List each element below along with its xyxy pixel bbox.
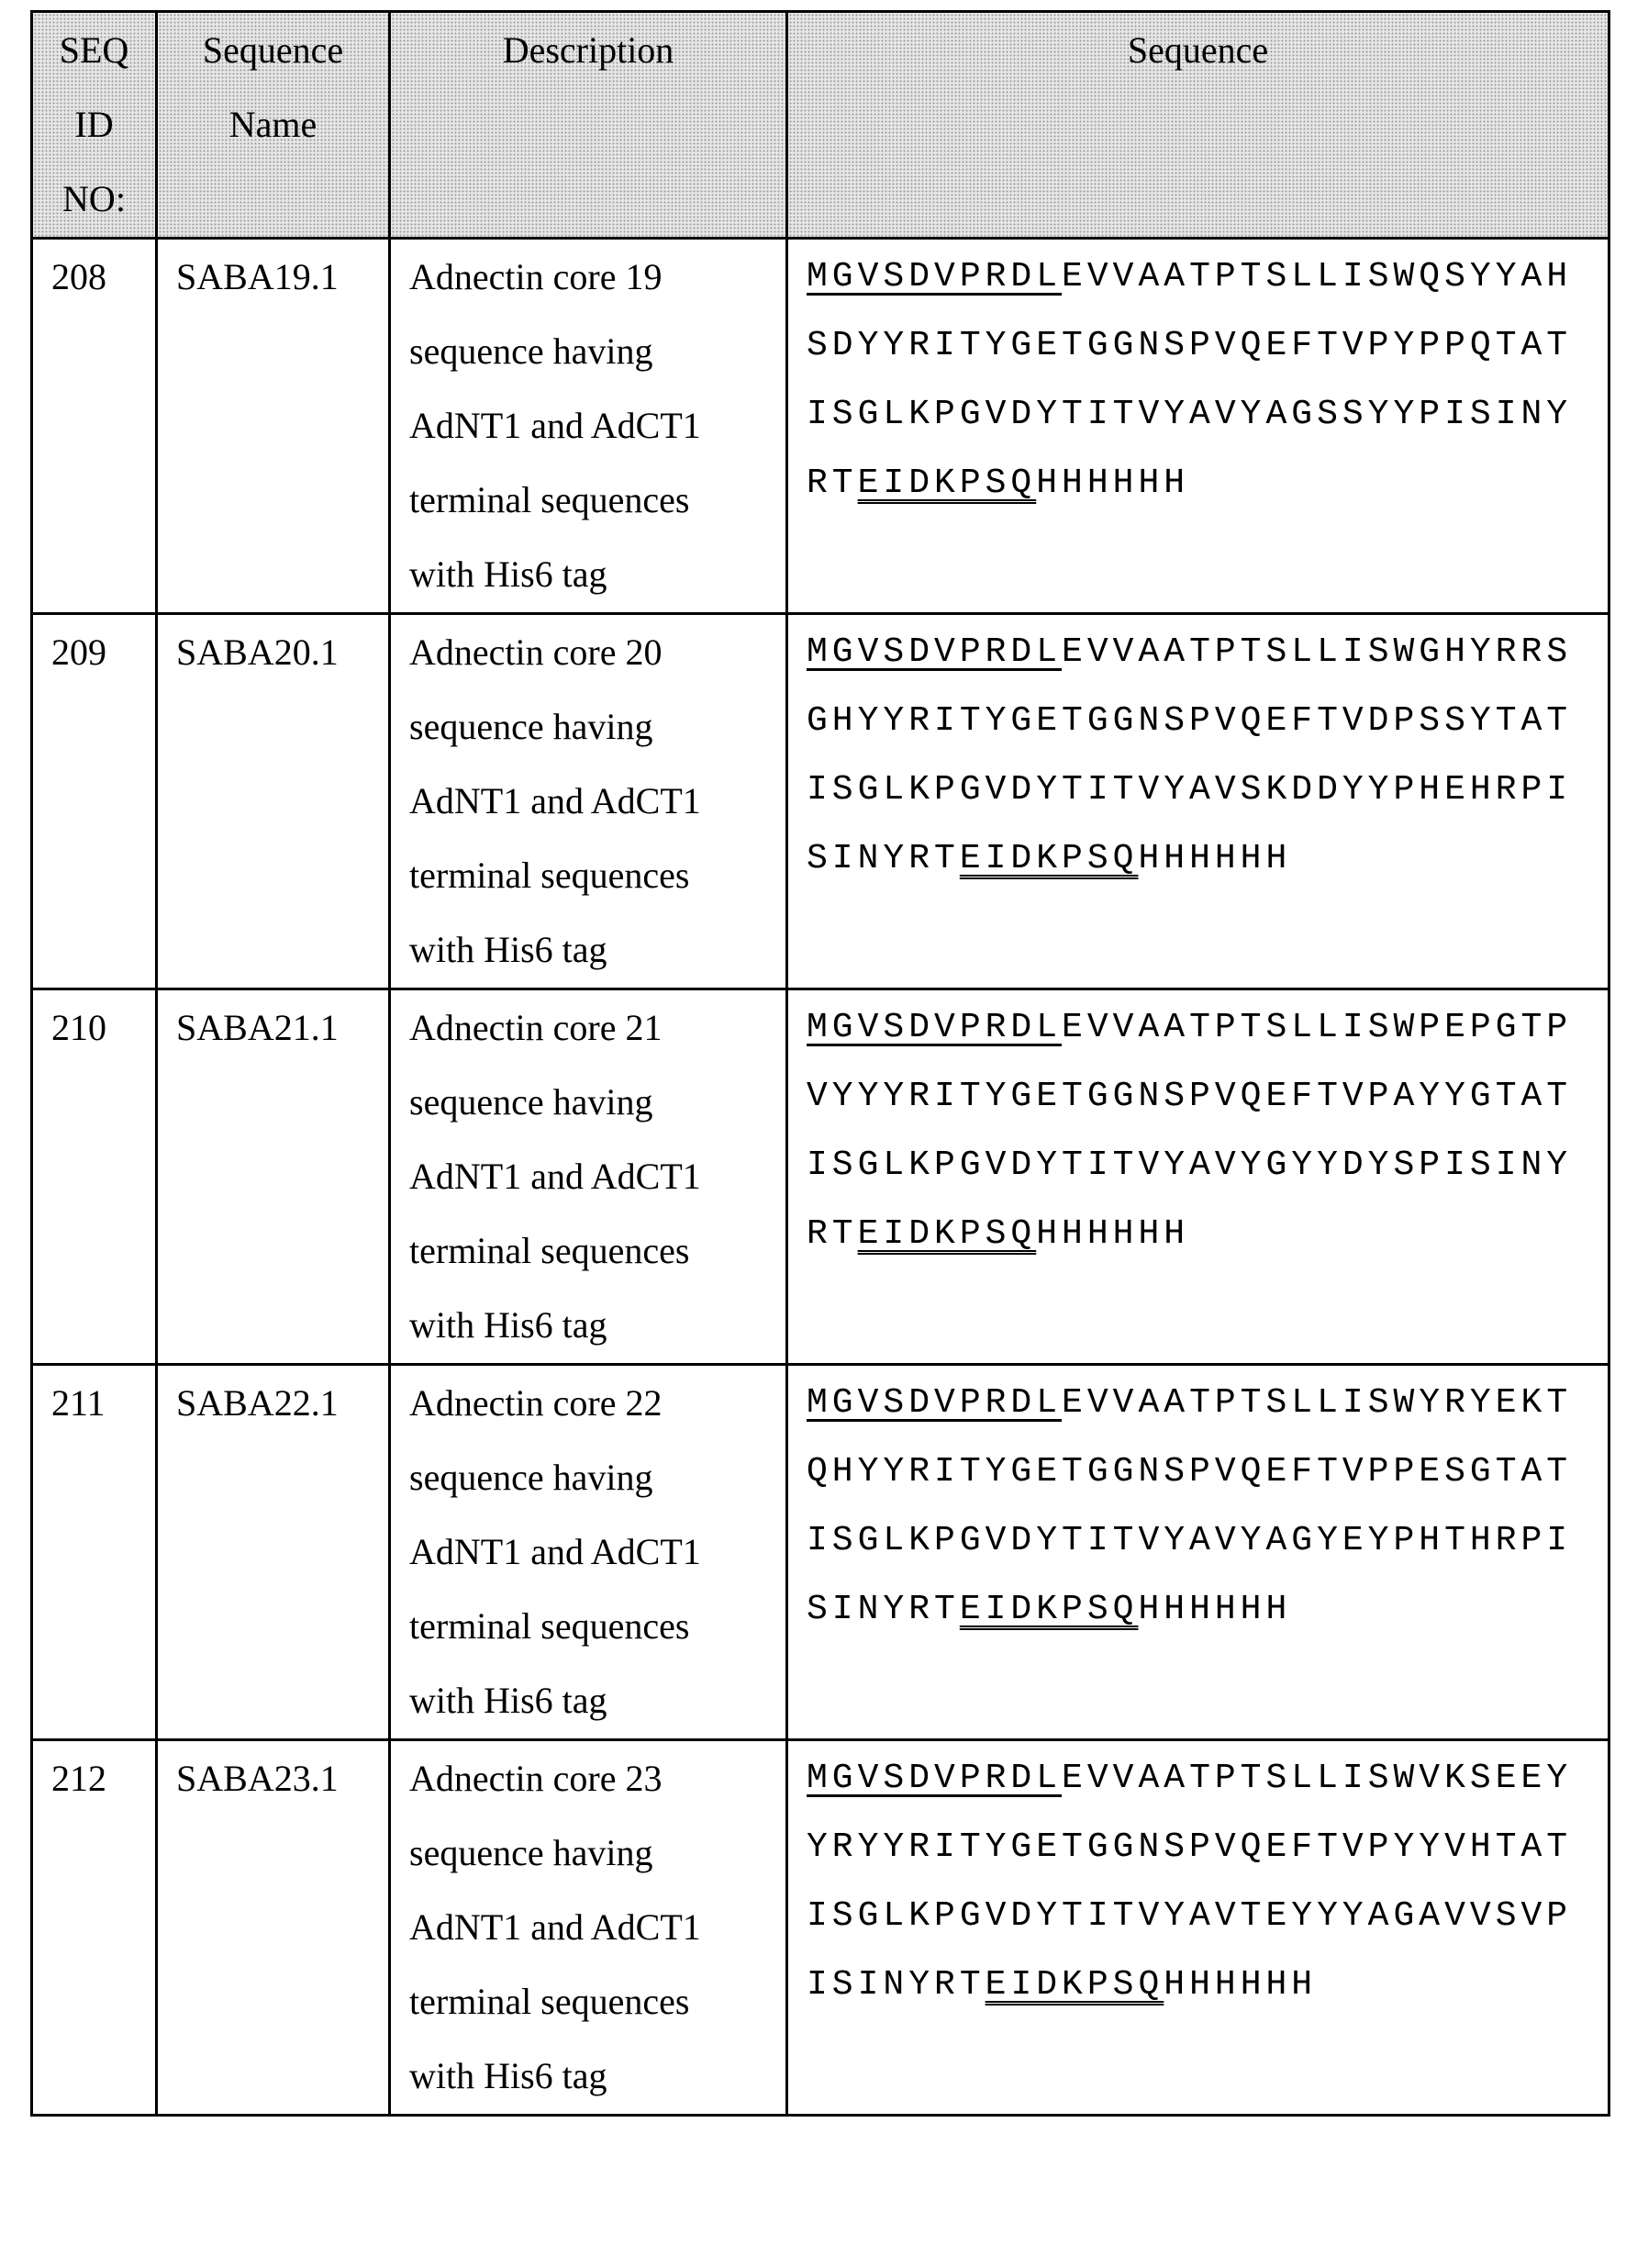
sequence-segment: QHYYRITYGETGGNSPVQEFTVPPESGTAT	[807, 1452, 1572, 1492]
sequence-cell	[787, 989, 1609, 1365]
sequence-segment: HHHHHH	[1164, 1965, 1317, 2005]
seq-id: 212	[51, 1758, 106, 1799]
n-terminal-segment: MGVSDVPRDL	[807, 1759, 1062, 1798]
sequence-name: SABA19.1	[176, 256, 339, 297]
sequence-segment: EVVAATPTSLLISWYRYEKT	[1062, 1383, 1572, 1423]
description-cell	[390, 989, 787, 1365]
description-line: terminal sequences	[409, 1213, 785, 1288]
sequence-line	[807, 1813, 1608, 1882]
sequence-line	[807, 242, 1608, 311]
seq-id-cell	[32, 989, 157, 1365]
description-cell	[390, 1365, 787, 1740]
sequence-line	[807, 687, 1608, 755]
description-line: sequence having	[409, 689, 785, 764]
sequence-segment: ISGLKPGVDYTITVYAVTEYYYAGAVVSVP	[807, 1896, 1572, 1936]
sequence-line	[807, 1200, 1608, 1268]
seq-id-cell	[32, 1740, 157, 2116]
description-cell	[390, 1740, 787, 2116]
description-line: AdNT1 and AdCT1	[409, 1514, 785, 1589]
sequence-segment: VYYYRITYGETGGNSPVQEFTVPAYYGTAT	[807, 1077, 1572, 1116]
n-terminal-segment: MGVSDVPRDL	[807, 257, 1062, 296]
sequence-line	[807, 380, 1608, 449]
sequence-line	[807, 618, 1608, 687]
table-row	[32, 614, 1609, 989]
sequence-name-cell	[157, 239, 390, 614]
seq-id: 209	[51, 631, 106, 673]
sequence-line	[807, 1506, 1608, 1575]
seq-id-cell	[32, 239, 157, 614]
sequence-segment: SINYRT	[807, 1590, 960, 1629]
sequence-cell	[787, 1740, 1609, 2116]
sequence-segment: EVVAATPTSLLISWQSYYAH	[1062, 257, 1572, 296]
description-line: Adnectin core 22	[409, 1366, 785, 1440]
sequence-name: SABA21.1	[176, 1007, 339, 1048]
description-cell	[390, 239, 787, 614]
sequence-name-cell	[157, 614, 390, 989]
description-line: with His6 tag	[409, 1663, 785, 1737]
sequence-line	[807, 1437, 1608, 1506]
sequence-segment: HHHHHH	[1036, 464, 1189, 503]
description-line: Adnectin core 20	[409, 615, 785, 689]
sequence-segment: YRYYRITYGETGGNSPVQEFTVPYYVHTAT	[807, 1827, 1572, 1867]
table-row	[32, 989, 1609, 1365]
description-line: terminal sequences	[409, 463, 785, 537]
description-line: AdNT1 and AdCT1	[409, 1139, 785, 1213]
c-terminal-segment: EIDKPSQ	[858, 1214, 1037, 1254]
sequence-segment: HHHHHH	[1036, 1214, 1189, 1254]
seq-id: 211	[51, 1382, 106, 1424]
sequence-cell	[787, 1365, 1609, 1740]
description-line: sequence having	[409, 1065, 785, 1139]
description-line: sequence having	[409, 1816, 785, 1890]
sequence-segment: EVVAATPTSLLISWVKSEEY	[1062, 1759, 1572, 1798]
sequence-segment: EVVAATPTSLLISWPEPGTP	[1062, 1008, 1572, 1047]
table-body	[32, 239, 1609, 2116]
seq-id: 208	[51, 256, 106, 297]
sequence-segment: ISGLKPGVDYTITVYAVYGYYDYSPISINY	[807, 1145, 1572, 1185]
sequence-line	[807, 1575, 1608, 1644]
sequence-name-cell	[157, 989, 390, 1365]
table-row	[32, 1740, 1609, 2116]
header-seq-id	[32, 12, 157, 239]
description-line: Adnectin core 21	[409, 990, 785, 1065]
sequence-segment: ISGLKPGVDYTITVYAVYAGSSYYPISINY	[807, 395, 1572, 434]
description-line: AdNT1 and AdCT1	[409, 1890, 785, 1964]
sequence-line	[807, 1744, 1608, 1813]
description-line: with His6 tag	[409, 2039, 785, 2113]
description-line: Adnectin core 19	[409, 240, 785, 314]
c-terminal-segment: EIDKPSQ	[858, 464, 1037, 503]
description-line: terminal sequences	[409, 838, 785, 912]
sequence-line	[807, 993, 1608, 1062]
sequence-segment: SDYYRITYGETGGNSPVQEFTVPYPPQTAT	[807, 326, 1572, 365]
sequence-line	[807, 1131, 1608, 1200]
sequence-line	[807, 1062, 1608, 1131]
sequence-segment: EVVAATPTSLLISWGHYRRS	[1062, 632, 1572, 672]
sequence-line	[807, 755, 1608, 824]
description-line: AdNT1 and AdCT1	[409, 388, 785, 463]
sequence-segment: ISINYRT	[807, 1965, 986, 2005]
sequence-segment: RT	[807, 464, 858, 503]
sequence-name: SABA22.1	[176, 1382, 339, 1424]
header-text: Name	[158, 87, 388, 162]
sequence-segment: ISGLKPGVDYTITVYAVSKDDYYPHEHRPI	[807, 770, 1572, 810]
sequence-line	[807, 1950, 1608, 2019]
sequence-name-cell	[157, 1365, 390, 1740]
table-row	[32, 239, 1609, 614]
sequence-segment: SINYRT	[807, 839, 960, 878]
c-terminal-segment: EIDKPSQ	[960, 839, 1139, 878]
header-text: ID	[33, 87, 155, 162]
description-line: terminal sequences	[409, 1964, 785, 2039]
description-line: sequence having	[409, 1440, 785, 1514]
sequence-cell	[787, 239, 1609, 614]
table-header-row	[32, 12, 1609, 239]
header-text: Sequence	[158, 13, 388, 87]
description-line: with His6 tag	[409, 1288, 785, 1362]
sequence-cell	[787, 614, 1609, 989]
description-line: Adnectin core 23	[409, 1741, 785, 1816]
seq-id: 210	[51, 1007, 106, 1048]
header-text: Description	[391, 13, 785, 87]
header-text: Sequence	[788, 13, 1608, 87]
description-line: with His6 tag	[409, 537, 785, 611]
sequence-segment: ISGLKPGVDYTITVYAVYAGYEYPHTHRPI	[807, 1521, 1572, 1560]
sequence-segment: HHHHHH	[1138, 839, 1291, 878]
sequence-name-cell	[157, 1740, 390, 2116]
sequence-segment: GHYYRITYGETGGNSPVQEFTVDPSSYTAT	[807, 701, 1572, 741]
c-terminal-segment: EIDKPSQ	[960, 1590, 1139, 1629]
description-cell	[390, 614, 787, 989]
description-line: AdNT1 and AdCT1	[409, 764, 785, 838]
c-terminal-segment: EIDKPSQ	[986, 1965, 1164, 2005]
description-line: with His6 tag	[409, 912, 785, 987]
n-terminal-segment: MGVSDVPRDL	[807, 1008, 1062, 1047]
sequence-line	[807, 824, 1608, 893]
sequence-line	[807, 311, 1608, 380]
description-line: terminal sequences	[409, 1589, 785, 1663]
n-terminal-segment: MGVSDVPRDL	[807, 632, 1062, 672]
seq-id-cell	[32, 614, 157, 989]
table-row	[32, 1365, 1609, 1740]
sequence-name: SABA23.1	[176, 1758, 339, 1799]
sequence-table	[30, 10, 1610, 2117]
header-sequence-name	[157, 12, 390, 239]
sequence-segment: RT	[807, 1214, 858, 1254]
header-sequence	[787, 12, 1609, 239]
header-text: NO:	[33, 162, 155, 236]
n-terminal-segment: MGVSDVPRDL	[807, 1383, 1062, 1423]
description-line: sequence having	[409, 314, 785, 388]
header-description	[390, 12, 787, 239]
sequence-line	[807, 449, 1608, 518]
sequence-name: SABA20.1	[176, 631, 339, 673]
seq-id-cell	[32, 1365, 157, 1740]
sequence-segment: HHHHHH	[1138, 1590, 1291, 1629]
header-text: SEQ	[33, 13, 155, 87]
sequence-line	[807, 1882, 1608, 1950]
sequence-line	[807, 1369, 1608, 1437]
